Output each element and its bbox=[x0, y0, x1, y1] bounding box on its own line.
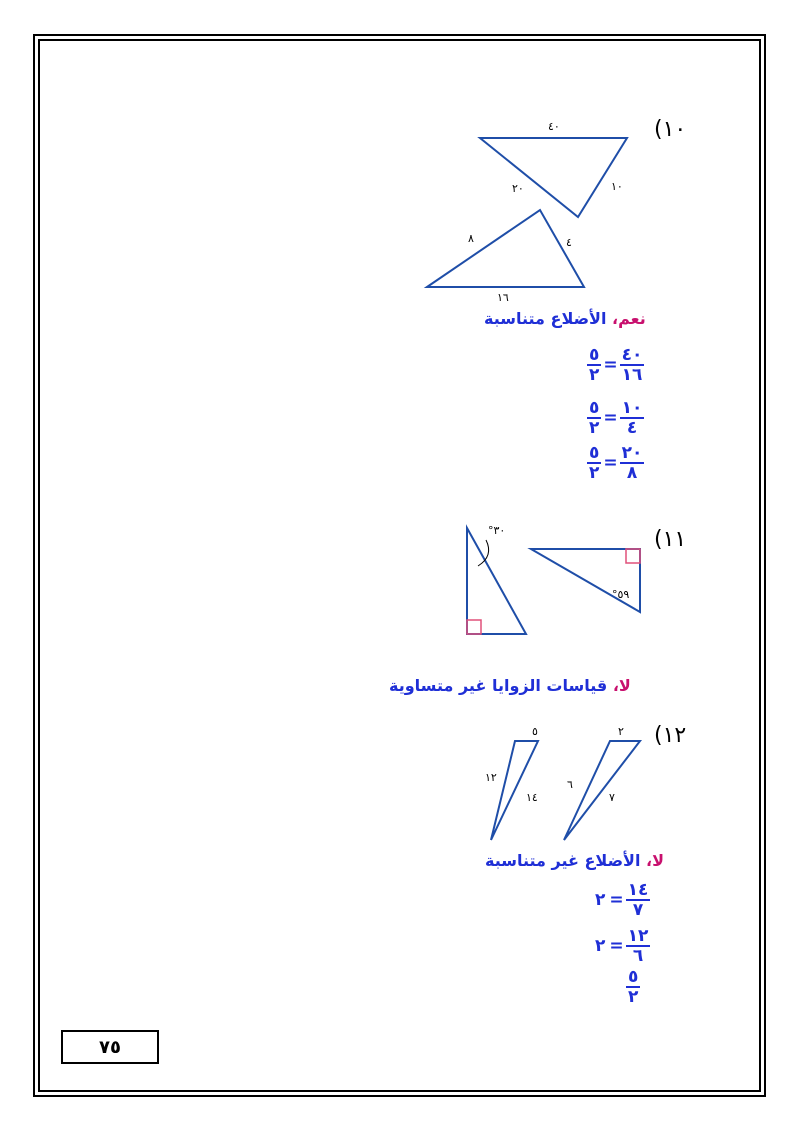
answer-prefix: نعم، bbox=[612, 309, 646, 328]
page-number-box bbox=[61, 1030, 159, 1064]
side-label: ١٤ bbox=[526, 791, 538, 804]
problem-12-answer bbox=[485, 851, 664, 870]
right-angle-mark-left bbox=[467, 620, 481, 634]
right-angle-mark-right bbox=[626, 549, 640, 563]
fraction: $\frac{٥}{٢}$ bbox=[628, 967, 639, 1007]
fraction: $\frac{٥}{٢}$ bbox=[589, 345, 600, 385]
page-number: ٧٥ bbox=[99, 1036, 121, 1058]
fraction: $\frac{١٠}{٤}$ bbox=[621, 398, 643, 438]
triangle-large bbox=[480, 138, 627, 217]
side-label: ١٢ bbox=[485, 771, 497, 784]
side-label: ١٦ bbox=[497, 291, 509, 304]
fraction: $\frac{٥}{٢}$ bbox=[589, 443, 600, 483]
equals-sign: = bbox=[609, 890, 624, 910]
ratio-row bbox=[587, 346, 644, 384]
problem-10-number: (١٠ bbox=[654, 117, 687, 142]
fraction: $\frac{١٤}{٧}$ bbox=[627, 880, 649, 920]
answer-text: الأضلاع غير متناسبة bbox=[485, 851, 647, 870]
equals-sign: = bbox=[603, 408, 618, 428]
fraction: $\frac{٤٠}{١٦}$ bbox=[621, 345, 643, 385]
equals-sign: = bbox=[603, 453, 618, 473]
side-label: ٧ bbox=[609, 791, 615, 804]
ratio-value: ٢ bbox=[595, 890, 606, 910]
problem-12-number: (١٢ bbox=[654, 723, 687, 748]
side-label: ١٠ bbox=[611, 180, 623, 193]
ratio-row bbox=[593, 927, 650, 965]
equals-sign: = bbox=[603, 355, 618, 375]
side-label: ٢ bbox=[618, 725, 624, 738]
fraction: $\frac{١٢}{٦}$ bbox=[627, 926, 649, 966]
side-label: ٨ bbox=[468, 232, 474, 245]
equals-sign: = bbox=[609, 936, 624, 956]
side-label: ٢٠ bbox=[512, 182, 524, 195]
answer-prefix: لا، bbox=[612, 676, 631, 695]
side-label: ٤٠ bbox=[548, 120, 560, 133]
side-label: ٥ bbox=[532, 725, 538, 738]
ratio-row bbox=[587, 444, 644, 482]
ratio-row bbox=[593, 881, 650, 919]
triangle-right-left bbox=[467, 528, 526, 634]
answer-prefix: لا، bbox=[646, 851, 665, 870]
ratio-row bbox=[587, 399, 644, 437]
answer-text: الأضلاع متناسبة bbox=[484, 309, 613, 328]
ratio-value: ٢ bbox=[595, 936, 606, 956]
ratio-row bbox=[626, 968, 640, 1006]
triangle-thin-right bbox=[564, 741, 640, 840]
angle-label: °٥٩ bbox=[612, 588, 630, 601]
fraction: $\frac{٢٠}{٨}$ bbox=[621, 443, 643, 483]
problem-10-answer bbox=[484, 309, 646, 328]
problem-11-answer bbox=[389, 676, 631, 695]
triangle-small bbox=[427, 210, 584, 287]
triangle-right-right bbox=[531, 549, 640, 612]
side-label: ٦ bbox=[567, 778, 573, 791]
fraction: $\frac{٥}{٢}$ bbox=[589, 398, 600, 438]
answer-text: قياسات الزوايا غير متساوية bbox=[389, 676, 613, 695]
angle-label: °٣٠ bbox=[488, 524, 506, 537]
side-label: ٤ bbox=[566, 236, 572, 249]
problem-11-number: (١١ bbox=[654, 527, 687, 552]
